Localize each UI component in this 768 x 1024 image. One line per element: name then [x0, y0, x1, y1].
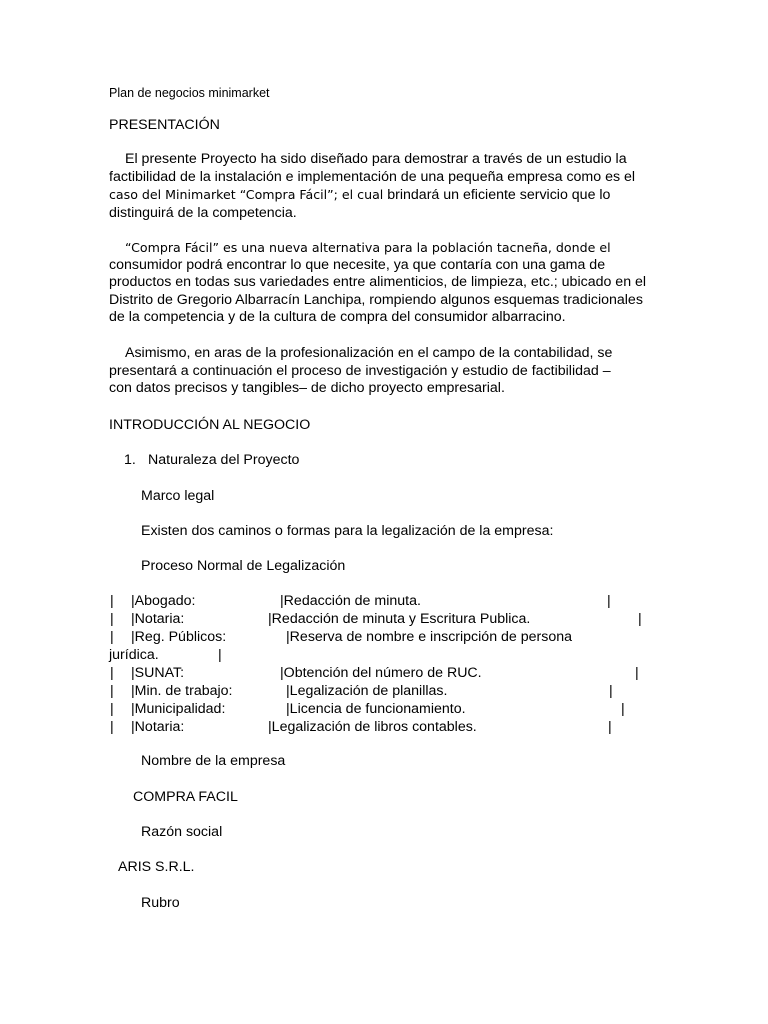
paragraph-presentacion-2: [109, 239, 654, 327]
table-cell-entity: |Notaria:: [131, 719, 185, 735]
paragraph-line: consumidor podrá encontrar lo que necesite, ya que contaría con una gama de: [109, 256, 606, 273]
table-end-bar: |: [609, 683, 613, 699]
table-cell-task: |Reserva de nombre e inscripción de persona: [286, 629, 573, 645]
subheading-proceso: Proceso Normal de Legalización: [141, 558, 346, 574]
paragraph-line: Distrito de Gregorio Albarracín Lanchipa, rompiendo algunos esquemas tradicionales: [109, 291, 643, 308]
table-lead-bar: |: [110, 629, 114, 645]
table-cell-entity: |Min. de trabajo:: [131, 683, 233, 699]
label-nombre-empresa: Nombre de la empresa: [141, 753, 286, 769]
section-heading-introduccion: INTRODUCCIÓN AL NEGOCIO: [109, 417, 311, 433]
section-heading-presentacion: PRESENTACIÓN: [109, 117, 220, 133]
paragraph-line: presentará a continuación el proceso de investigación y estudio de factibilidad –: [109, 362, 611, 379]
table-end-bar: |: [607, 593, 611, 609]
paragraph-line: productos en todas sus variedades entre alimenticios, de limpieza, etc.; ubicado en el: [109, 274, 647, 291]
value-razon-social: ARIS S.R.L.: [118, 859, 195, 875]
table-end-bar: |: [635, 665, 639, 681]
table-lead-bar: |: [110, 701, 114, 717]
paragraph-line: distinguirá de la competencia.: [109, 204, 297, 221]
table-lead-bar: |: [110, 593, 114, 609]
paragraph-line: de la competencia y de la cultura de compra del consumidor albarracino.: [109, 309, 566, 326]
paragraph-presentacion-3: [109, 345, 654, 398]
value-nombre-empresa: COMPRA FACIL: [133, 789, 238, 805]
table-cell-task: |Legalización de libros contables.: [268, 719, 477, 735]
paragraph-line: con datos precisos y tangibles– de dicho proyecto empresarial.: [109, 380, 505, 397]
table-end-bar: |: [218, 647, 222, 663]
paragraph-line: “Compra Fácil” es una nueva alternativa para la población tacneña, donde el: [125, 240, 611, 255]
table-lead-bar: |: [110, 719, 114, 735]
table-lead-bar: |: [110, 665, 114, 681]
table-cell-entity: |Municipalidad:: [131, 701, 226, 717]
list-item-number: 1.: [124, 452, 136, 468]
table-cell-entity: |Notaria:: [131, 611, 185, 627]
table-end-bar: |: [621, 701, 625, 717]
paragraph-line: Asimismo, en aras de la profesionalización en el campo de la contabilidad, se: [125, 345, 613, 361]
list-item-label: Naturaleza del Proyecto: [148, 452, 300, 468]
label-rubro: Rubro: [141, 895, 180, 911]
paragraph-line: El presente Proyecto ha sido diseñado para demostrar a través de un estudio la: [125, 151, 627, 167]
table-lead-bar: |: [110, 611, 114, 627]
table-end-bar: |: [608, 719, 612, 735]
paragraph-line: factibilidad de la instalación e implementación de una pequeña empresa como es el: [109, 168, 636, 185]
table-lead-bar: |: [110, 683, 114, 699]
table-cell-task: |Legalización de planillas.: [286, 683, 448, 699]
table-cell-entity: |Reg. Públicos:: [131, 629, 227, 645]
document-title: Plan de negocios minimarket: [109, 86, 270, 100]
subheading-marco-legal: Marco legal: [141, 488, 215, 504]
paragraph-line: [109, 186, 654, 205]
paragraph-line-segment: brindará un eficiente servicio que lo: [383, 187, 611, 204]
text-caminos: Existen dos caminos o formas para la legalización de la empresa:: [141, 523, 554, 539]
table-cell-task: |Redacción de minuta y Escritura Publica.: [268, 611, 531, 627]
table-cell-task: |Licencia de funcionamiento.: [286, 701, 466, 717]
label-razon-social: Razón social: [141, 824, 223, 840]
table-cell-task: |Redacción de minuta.: [280, 593, 421, 609]
table-cell-entity: |SUNAT:: [131, 665, 185, 681]
paragraph-presentacion-1: [109, 151, 654, 222]
paragraph-line-segment: caso del Minimarket “Compra Fácil”; el cual: [109, 187, 384, 203]
table-cell-continuation: jurídica.: [109, 647, 159, 663]
table-cell-entity: |Abogado:: [131, 593, 196, 609]
table-end-bar: |: [638, 611, 642, 627]
table-cell-task: |Obtención del número de RUC.: [280, 665, 482, 681]
